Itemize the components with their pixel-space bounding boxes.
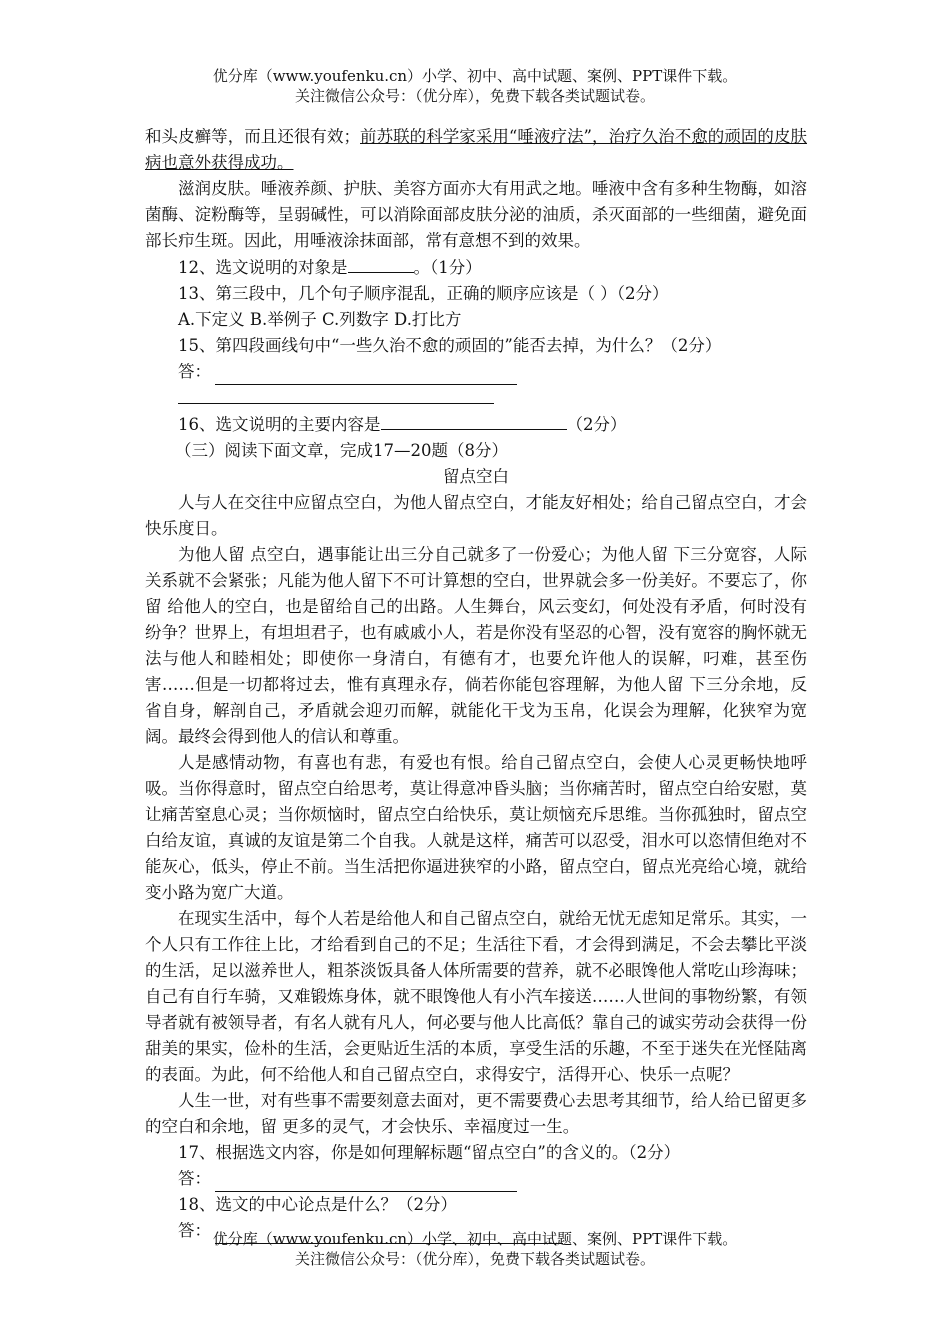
answer-line-continued[interactable] xyxy=(145,385,807,411)
answer-label: 答： xyxy=(178,1169,211,1188)
answer-label: 答： xyxy=(178,1221,211,1240)
question-13-options: A.下定义 B.举例子 C.列数字 D.打比方 xyxy=(178,310,462,329)
article-paragraph: 在现实生活中，每个人若是给他人和自己留点空白，就给无忧无虑知足常乐。其实，一个人只有工作往上比，才给看到自己的不足；生活往下看，才会得到满足，不会去攀比平淡的生活，足以滋养世人，粗茶淡饭具备人体所需要的营养，就不必眼馋他人常吃山珍海味；自己有自行车骑，又难锻炼身体，就不眼馋他人有小汽车接送……人世间的事物纷繁，有领导者就有被领导者，有名人就有凡人，何必要与他人比高低？靠自己的诚实劳动会获得一份甜美的果实，俭朴的生活，会更贴近生活的本质，享受生活的乐趣，不至于迷失在光怪陆离的表面。为此，何不给他人和自己留点空白，求得安宁，活得开心、快乐一点呢？ xyxy=(145,909,807,1084)
article-paragraph: 为他人留 点空白，遇事能让出三分自己就多了一份爱心；为他人留 下三分宽容，人际关系就不会紧张；凡能为他人留下不可计算想的空白，世界就会多一份美好。不要忘了，你留 给他人的空白，也是留给自己的出路。人生舞台，风云变幻，何处没有矛盾，何时没有纷争？世界上，有坦坦君子，也有戚戚小人，若是你没有坚忍的心智，没有宽容的胸怀就无法与他人和睦相处；即使你一身清白，有德有才，也要允许他人的误解，叼难，甚至伤害……但是一切都将过去，惟有真理永存，倘若你能包容理解，为他人留 下三分余地，反省自身，解剖自己，矛盾就会迎刃而解，就能化干戈为玉帛，化误会为理解，化狭窄为宽阔。最终会得到他人的信认和尊重。 xyxy=(145,545,807,746)
underlined-sentence: 前苏联的科学家采用“唾液疗法”，治疗久治不愈的顽固的皮肤病也意外获得成功。 xyxy=(145,127,808,172)
page-footer xyxy=(0,1229,950,1269)
passage-paragraph xyxy=(145,124,807,176)
answer-row xyxy=(145,1166,807,1192)
paragraph-text: 和头皮癣等，而且还很有效； xyxy=(145,127,360,146)
fill-in-blank[interactable] xyxy=(348,254,414,273)
article-paragraph: 人生一世，对有些事不需要刻意去面对，更不需要费心去思考其细节，给人给已留更多的空白和余地，留 更多的灵气，才会快乐、幸福度过一生。 xyxy=(145,1091,807,1136)
question-17: 17、根据选文内容，你是如何理解标题“留点空白”的含义的。（2分） xyxy=(178,1143,681,1162)
question-18: 18、选文的中心论点是什么？（2分） xyxy=(178,1195,457,1214)
footer-line-2: 关注微信公众号：（优分库），免费下载各类试题试卷。 xyxy=(294,1250,655,1268)
document-body xyxy=(145,124,807,1244)
answer-line[interactable] xyxy=(215,364,517,385)
header-line-1: 优分库（www.youfenku.cn）小学、初中、高中试题、案例、PPT课件下载。 xyxy=(212,67,738,85)
passage-paragraph: 滋润皮肤。唾液养颜、护肤、美容方面亦大有用武之地。唾液中含有多种生物酶，如溶菌酶、淀粉酶等，呈弱碱性，可以消除面部皮肤分泌的油质，杀灭面部的一些细菌，避免面部长疖生斑。因此，用唾液涂抹面部，常有意想不到的效果。 xyxy=(145,179,807,250)
answer-row xyxy=(145,359,807,385)
question-score: （2分） xyxy=(566,415,627,434)
question-text: 16、选文说明的主要内容是 xyxy=(178,415,381,434)
question-text: 12、选文说明的对象是 xyxy=(178,258,348,277)
question-16 xyxy=(145,411,807,438)
section-intro: （三）阅读下面文章，完成17—20题（8分） xyxy=(175,441,508,460)
question-score: 。（1分） xyxy=(413,258,482,277)
header-line-2: 关注微信公众号：（优分库），免费下载各类试题试卷。 xyxy=(294,87,655,105)
page-header xyxy=(0,66,950,106)
answer-label: 答： xyxy=(178,362,211,381)
question-13: 13、第三段中，几个句子顺序混乱，正确的顺序应该是（ ）（2分） xyxy=(178,284,669,303)
footer-line-1: 优分库（www.youfenku.cn）小学、初中、高中试题、案例、PPT课件下载。 xyxy=(212,1230,738,1248)
question-15: 15、第四段画线句中“一些久治不愈的顽固的”能否去掉，为什么？（2分） xyxy=(178,336,722,355)
fill-in-blank[interactable] xyxy=(381,411,567,430)
answer-line[interactable] xyxy=(215,1171,517,1192)
article-title: 留点空白 xyxy=(443,467,509,486)
article-paragraph: 人与人在交往中应留点空白，为他人留点空白，才能友好相处；给自己留点空白，才会快乐度日。 xyxy=(145,493,807,538)
question-12 xyxy=(145,254,807,281)
article-paragraph: 人是感情动物，有喜也有悲，有爱也有恨。给自己留点空白，会使人心灵更畅快地呼吸。当你得意时，留点空白给思考，莫让得意冲昏头脑；当你痛苦时，留点空白给安慰，莫让痛苦窒息心灵；当你烦恼时，留点空白给快乐，莫让烦恼充斥思维。当你孤独时，留点空白给友谊，真诚的友谊是第二个自我。人就是这样，痛苦可以忍受，泪水可以恣情但绝对不能灰心，低头，停止不前。当生活把你逼进狭窄的小路，留点空白，留点光亮给心境，就给变小路为宽广大道。 xyxy=(145,753,807,902)
